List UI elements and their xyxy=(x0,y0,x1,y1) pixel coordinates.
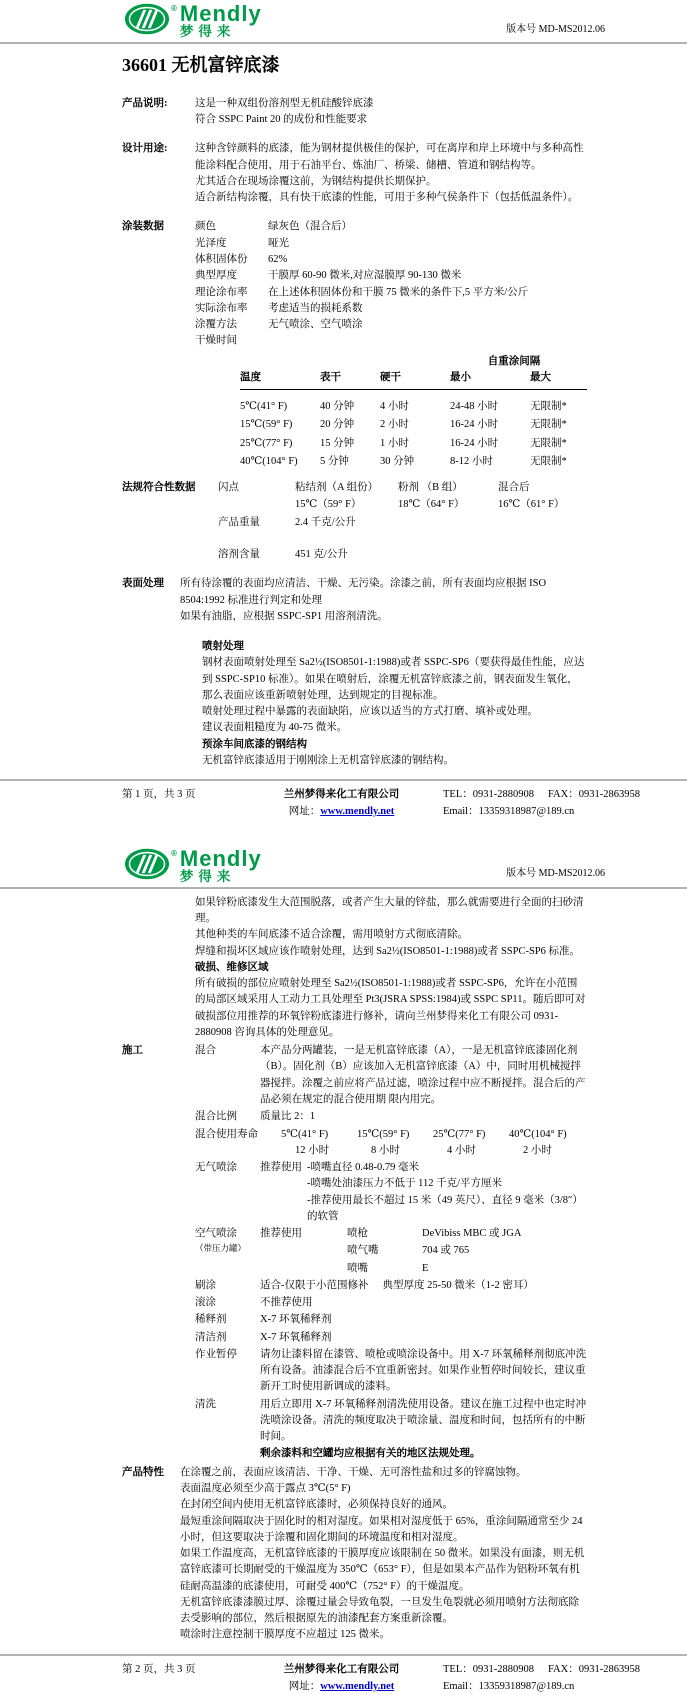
table-cell: 40℃(104° F) xyxy=(240,455,298,467)
pot-life-row xyxy=(195,1127,587,1160)
product-description-section xyxy=(122,96,587,129)
fax-number: FAX：0931-2863958 xyxy=(548,1663,640,1675)
feature-line: 表面温度必须至少高于露点 3℃(5° F) xyxy=(180,1483,351,1495)
field-label: 涂覆方法 xyxy=(195,319,237,331)
flash-col-binder: 粘结剂（A 组份） xyxy=(295,482,379,494)
flash-col-mixed: 混合后 xyxy=(498,482,530,494)
spacer xyxy=(122,515,218,531)
flash-value-binder: 15℃（59° F） xyxy=(295,499,362,511)
spacer xyxy=(498,515,587,531)
feature-line: 在封闭空间内使用无机富锌底漆时，必须保持良好的通风。 xyxy=(180,1499,453,1511)
page2-footer xyxy=(0,1656,687,1695)
mix-ratio-row xyxy=(195,1109,587,1125)
pot-temp: 5℃(41° F) xyxy=(281,1128,329,1140)
roller-value: 不推荐使用 xyxy=(260,1297,313,1309)
thinner-row xyxy=(195,1312,587,1328)
website-link[interactable]: www.mendly.net xyxy=(320,1680,395,1692)
design-use-label: 设计用途: xyxy=(122,143,168,155)
table-cell: 16-24 小时 xyxy=(450,437,499,449)
surface-treatment-section xyxy=(122,576,587,769)
product-weight-label: 产品重量 xyxy=(218,516,260,528)
mixing-row xyxy=(195,1043,587,1108)
table-cell: 无限制* xyxy=(530,455,567,467)
blast-treatment-heading: 喷射处理 xyxy=(202,641,244,653)
product-description-content xyxy=(195,96,587,129)
application-label: 施工 xyxy=(122,1045,143,1057)
field-value: 考虑适当的损耗系数 xyxy=(268,302,363,314)
continued-paragraph: 其他种类的车间底漆不适合涂覆，需用喷射方式彻底清除。 xyxy=(195,929,468,941)
brand-name-cn: 梦得来 xyxy=(179,24,236,39)
field-label: 实际涂布率 xyxy=(195,302,248,314)
footer-contact-block xyxy=(443,1662,661,1695)
spacer xyxy=(122,547,218,563)
feature-line: 如果工作温度高，无机富锌底漆的干膜厚度应该限制在 50 微米。如果没有面漆，则无机富锌底漆可长期耐受的干燥温度为 350℃（653° F），但是如果本产品作为铝粉环氧有机硅耐高温漆的底漆使用，可耐受 400℃（752° F）的干燥温度。 xyxy=(180,1548,585,1592)
airless-spec: -喷嘴直径 0.48-0.79 毫米 xyxy=(307,1162,419,1174)
feature-line: 最短重涂间隔取决于固化时的相对湿度。如果相对湿度低于 65%，重涂间隔通常至少 24 小时，但这要取决于涂覆和固化期间的环境温度和相对湿度。 xyxy=(180,1515,583,1543)
table-cell: 5 分钟 xyxy=(320,455,349,467)
product-features-section xyxy=(122,1465,587,1644)
page2-header xyxy=(0,845,687,887)
blast-paragraph: 建议表面粗糙度为 40-75 微米。 xyxy=(202,722,348,734)
field-value: 62% xyxy=(268,254,288,266)
mixing-paragraph: 本产品分两罐装，一是无机富锌底漆（A），一是无机富锌底漆固化剂（B）。固化剂（B）应该加入无机富锌底漆（A）中，同时用机械搅拌器搅拌。涂覆之前应将产品过滤，喷涂过程中应不断搅拌。混合后的产品必须在规定的混合使用期 限内用完。 xyxy=(260,1045,586,1105)
table-cell: 20 分钟 xyxy=(320,419,355,431)
spacer xyxy=(380,354,450,370)
description-line: 符合 SSPC Paint 20 的成份和性能要求 xyxy=(195,114,368,126)
field-label: 体积固体份 xyxy=(195,254,248,266)
header-rule xyxy=(0,887,687,889)
registered-trademark-icon: ® xyxy=(171,848,177,858)
thinner-value: X-7 环氧稀释剂 xyxy=(260,1314,332,1326)
brand-name-en: Mendly xyxy=(179,845,262,871)
roller-label: 滚涂 xyxy=(195,1297,216,1309)
website-label: 网址： xyxy=(288,805,321,817)
airless-spray-label: 无气喷涂 xyxy=(195,1162,237,1174)
work-stoppage-paragraph: 请勿让漆料留在漆管、喷枪或喷涂设备中。用 X-7 环氧稀释剂彻底冲洗所有设备。油漆混合后不宜重新密封。如果作业暂停时间较长，建议重新开工时使用新调成的漆料。 xyxy=(260,1348,587,1393)
table-cell: 30 分钟 xyxy=(380,455,415,467)
email-line: Email：13359318987@189.cn xyxy=(443,805,575,817)
document-title: 36601 无机富锌底漆 xyxy=(122,55,280,75)
col-header-temperature: 温度 xyxy=(240,371,261,383)
regulatory-data-label: 法规符合性数据 xyxy=(122,482,196,494)
surface-paragraph: 所有待涂覆的表面均应清洁、干燥、无污染。涂漆之前，所有表面均应根据 ISO 8504:1992 标准进行判定和处理 xyxy=(180,578,547,606)
pot-life-hours xyxy=(281,1143,585,1159)
spacer xyxy=(240,354,320,370)
cleanup-paragraph: 用后立即用 X-7 环氧稀释剂清洗使用设备。建议在施工过程中也定时冲洗喷涂设备。清洗的频度取决于喷涂量、温度和时间，包括所有的中断时间。 xyxy=(260,1398,587,1443)
company-name: 兰州梦得来化工有限公司 xyxy=(283,789,400,801)
air-cap-label: 喷气嘴 xyxy=(347,1245,379,1257)
website-line xyxy=(240,804,443,821)
flash-col-powder: 粉剂 （B 组） xyxy=(398,482,463,494)
drying-time-table xyxy=(240,354,587,471)
coating-data-content xyxy=(195,219,587,349)
continued-paragraph: 如果锌粉底漆发生大范围脱落，或者产生大量的锌盐，那么就需要进行全面的扫砂清理。 xyxy=(195,896,584,925)
coating-data-row xyxy=(195,301,587,317)
mix-ratio-value: 质量比 2：1 xyxy=(260,1111,316,1123)
pot-hours: 8 小时 xyxy=(371,1144,400,1156)
brand-wordmark xyxy=(179,1,262,39)
col-header-touch-dry: 表干 xyxy=(320,371,341,383)
spacer xyxy=(398,547,498,563)
field-value: 哑光 xyxy=(268,237,289,249)
application-section xyxy=(122,1043,587,1463)
mixing-label: 混合 xyxy=(195,1045,216,1057)
spacer xyxy=(218,497,295,513)
tel-fax-line xyxy=(443,787,661,804)
coating-data-section xyxy=(122,219,587,349)
page-gap xyxy=(0,821,687,845)
nozzle-value: E xyxy=(422,1262,429,1274)
table-row xyxy=(240,454,587,470)
recommended-use-label: 推荐使用 xyxy=(260,1162,302,1174)
coating-data-row xyxy=(195,268,587,284)
surface-paragraph: 如果有油脂，应根据 SSPC-SP1 用溶剂清洗。 xyxy=(180,610,388,622)
version-label: 版本号 MD-MS2012.06 xyxy=(506,868,605,880)
website-label: 网址： xyxy=(288,1680,321,1692)
product-features-label: 产品特性 xyxy=(122,1466,164,1478)
airless-spray-specs xyxy=(307,1160,587,1225)
spray-gun-value: DeVibiss MBC 或 JGA xyxy=(422,1228,522,1240)
table-cell: 2 小时 xyxy=(380,419,409,431)
mendly-logo xyxy=(124,3,262,39)
feature-line: 在涂覆之前，表面应该清洁、干净、干燥、无可溶性盐和过多的锌腐蚀物。 xyxy=(180,1466,527,1478)
field-value: 无气喷涂、空气喷涂 xyxy=(268,319,363,331)
table-cell: 15 分钟 xyxy=(320,437,355,449)
company-name: 兰州梦得来化工有限公司 xyxy=(283,1663,400,1675)
page-2 xyxy=(0,845,687,1695)
airless-spec: -喷嘴处油漆压力不低于 112 千克/平方厘米 xyxy=(307,1178,503,1190)
pot-temp: 15℃(59° F) xyxy=(357,1128,410,1140)
pot-life-temps xyxy=(281,1127,585,1143)
design-use-section xyxy=(122,141,587,206)
brush-label: 刷涂 xyxy=(195,1279,216,1291)
regulatory-data-section xyxy=(122,480,587,563)
website-link[interactable]: www.mendly.net xyxy=(320,805,395,817)
spacer xyxy=(295,532,398,546)
field-label: 理论涂布率 xyxy=(195,286,248,298)
table-row xyxy=(240,399,587,415)
shop-primer-continued xyxy=(195,895,587,1041)
page1-header xyxy=(0,0,687,42)
brush-thickness-note: 典型厚度 25-50 微米（1-2 密耳） xyxy=(382,1279,534,1291)
pot-hours: 12 小时 xyxy=(295,1144,330,1156)
application-content xyxy=(195,1043,587,1463)
table-cell: 4 小时 xyxy=(380,401,409,413)
tel-number: TEL：0931-2880908 xyxy=(443,1663,534,1675)
table-header-row xyxy=(240,370,587,390)
website-line xyxy=(240,1679,443,1695)
table-cell: 5℃(41° F) xyxy=(240,401,288,413)
brand-name-cn: 梦得来 xyxy=(179,868,236,884)
coating-data-row xyxy=(195,236,587,252)
page-number-info: 第 2 页，共 3 页 xyxy=(122,1663,196,1675)
table-span-header-row xyxy=(240,354,587,370)
solvent-content-label: 溶剂含量 xyxy=(218,549,260,560)
surface-treatment-content xyxy=(180,576,587,769)
mendly-logo-icon xyxy=(124,848,170,880)
shop-primer-heading: 预涂车间底漆的钢结构 xyxy=(202,738,307,750)
flash-value-powder: 18℃（64° F） xyxy=(398,499,465,511)
field-label: 颜色 xyxy=(195,221,216,233)
airless-spray-row xyxy=(195,1160,587,1225)
airless-spec: -推荐使用最长不超过 15 米（49 英尺）、直径 9 毫米（3/8″）的软管 xyxy=(307,1194,583,1222)
pot-life-table xyxy=(281,1127,585,1160)
coating-data-row xyxy=(195,252,587,268)
spacer xyxy=(398,532,498,546)
product-weight-value: 2.4 千克/公升 xyxy=(295,516,356,528)
product-features-content xyxy=(180,1465,587,1644)
col-header-hard-dry: 硬干 xyxy=(380,371,401,383)
table-cell: 40 分钟 xyxy=(320,401,355,413)
continued-paragraph: 焊缝和损坏区域应该作喷射处理，达到 Sa2½(ISO8501-1:1988)或者 SSPC-SP6 标准。 xyxy=(195,945,581,957)
table-row xyxy=(240,436,587,452)
pot-life-label: 混合使用寿命 xyxy=(195,1128,258,1140)
blast-paragraph: 喷射处理过程中暴露的表面缺陷，应该以适当的方式打磨、填补或处理。 xyxy=(202,706,538,718)
coating-data-label: 涂装数据 xyxy=(122,221,164,233)
tel-fax-line xyxy=(443,1662,661,1679)
feature-line: 喷涂时注意控制干膜厚度不应超过 125 微米。 xyxy=(180,1629,390,1641)
field-value: 在上述体积固体份和干膜 75 微米的条件下,5 平方米/公斤 xyxy=(268,286,529,298)
field-label: 干燥时间 xyxy=(195,335,237,347)
table-cell: 1 小时 xyxy=(380,437,409,449)
spacer xyxy=(398,515,498,531)
coating-data-row xyxy=(195,219,587,235)
spacer xyxy=(498,547,587,563)
spacer xyxy=(122,532,218,546)
col-header-min: 最小 xyxy=(450,371,471,383)
page-1 xyxy=(0,0,687,821)
overcoat-interval-header: 自重涂间隔 xyxy=(487,355,541,367)
work-stoppage-row xyxy=(195,1347,587,1396)
use-line: 这种含锌颜料的底漆，能为钢材提供极佳的保护，可在离岸和岸上环境中与多种高性能涂料配合使用，用于石油平台、炼油厂、桥梁、储槽、管道和钢结构等。 xyxy=(195,143,584,171)
table-cell: 无限制* xyxy=(530,437,567,449)
table-cell: 15℃(59° F) xyxy=(240,419,293,431)
cleanup-paragraph-bold: 剩余漆料和空罐均应根据有关的地区法规处理。 xyxy=(260,1447,481,1459)
field-label: 光泽度 xyxy=(195,237,227,249)
surface-treatment-label: 表面处理 xyxy=(122,578,164,590)
page-number-info: 第 1 页，共 3 页 xyxy=(122,789,196,801)
version-label: 版本号 MD-MS2012.06 xyxy=(506,23,605,35)
table-cell: 8-12 小时 xyxy=(450,455,493,467)
brand-wordmark xyxy=(179,845,262,884)
pot-hours: 4 小时 xyxy=(447,1144,476,1156)
spray-gun-label: 喷枪 xyxy=(347,1228,368,1240)
fax-number: FAX：0931-2863958 xyxy=(548,789,640,801)
spacer xyxy=(218,532,295,546)
cleanup-label: 清洗 xyxy=(195,1398,216,1410)
brush-row xyxy=(195,1278,587,1294)
use-line: 尤其适合在现场涂覆这前，为钢结构提供长期保护。 xyxy=(195,175,437,187)
table-cell: 16-24 小时 xyxy=(450,419,499,431)
spacer xyxy=(320,354,380,370)
header-rule xyxy=(0,42,687,44)
air-cap-value: 704 或 765 xyxy=(422,1245,470,1257)
roller-row xyxy=(195,1295,587,1311)
pot-temp: 40℃(104° F) xyxy=(509,1128,567,1140)
tel-number: TEL：0931-2880908 xyxy=(443,789,534,801)
description-line: 这是一种双组份溶剂型无机硅酸锌底漆 xyxy=(195,97,374,109)
page1-footer xyxy=(0,781,687,821)
pressure-pot-note: （带压力罐） xyxy=(195,1243,247,1254)
mendly-logo xyxy=(124,845,262,884)
table-cell: 无限制* xyxy=(530,419,567,431)
coating-data-row xyxy=(195,333,587,349)
flash-value-mixed: 16℃（61° F） xyxy=(498,499,565,511)
recommended-use-label: 推荐使用 xyxy=(260,1228,302,1240)
table-cell: 无限制* xyxy=(530,401,567,413)
work-stoppage-label: 作业暂停 xyxy=(195,1348,237,1360)
cleanup-content xyxy=(260,1397,587,1462)
footer-contact-block xyxy=(443,787,661,821)
field-value: 绿灰色（混合后） xyxy=(268,221,352,233)
air-spray-label: 空气喷涂 xyxy=(195,1228,237,1240)
pot-hours: 2 小时 xyxy=(523,1144,552,1156)
table-cell: 25℃(77° F) xyxy=(240,437,293,449)
use-line: 适合新结构涂覆，具有快干底漆的性能，可用于多种气侯条件下（包括低温条件）。 xyxy=(195,192,579,204)
coating-data-row xyxy=(195,285,587,301)
col-header-max: 最大 xyxy=(530,371,551,383)
damage-repair-heading: 破损、维修区域 xyxy=(195,961,269,973)
coating-data-row xyxy=(195,317,587,333)
pot-temp: 25℃(77° F) xyxy=(433,1128,486,1140)
mendly-logo-icon xyxy=(124,3,170,35)
spacer xyxy=(122,497,218,513)
blast-treatment-block xyxy=(202,639,587,769)
spacer xyxy=(180,625,587,639)
flash-point-label: 闪点 xyxy=(218,482,239,494)
registered-trademark-icon: ® xyxy=(171,4,177,13)
table-row xyxy=(240,417,587,433)
product-description-label: 产品说明: xyxy=(122,97,168,109)
shop-primer-paragraph: 无机富锌底漆适用于刚刚涂上无机富锌底漆的钢结构。 xyxy=(202,754,454,766)
cleanup-row xyxy=(195,1397,587,1462)
brand-name-en: Mendly xyxy=(179,1,262,26)
footer-company-block xyxy=(240,1662,443,1695)
cleaner-row xyxy=(195,1330,587,1346)
field-value: 干膜厚 60-90 微米,对应湿膜厚 90-130 微米 xyxy=(268,270,462,282)
footer-company-block xyxy=(240,787,443,821)
brush-value: 适合-仅限于小范围修补 xyxy=(260,1279,369,1291)
feature-line: 无机富锌底漆漆膜过厚、涂覆过量会导致龟裂，一旦发生龟裂就必须用喷射方法彻底除去受影响的部位，然后根据原先的油漆配套方案重新涂覆。 xyxy=(180,1596,579,1625)
spacer xyxy=(498,532,587,546)
solvent-content-value: 451 克/公升 xyxy=(295,549,348,560)
air-spray-row xyxy=(195,1226,587,1277)
nozzle-label: 喷嘴 xyxy=(347,1262,368,1274)
design-use-content xyxy=(195,141,587,206)
damage-repair-paragraph: 所有破损的部位应喷射处理至 Sa2½(ISO8501-1:1988)或者 SSPC-SP6，允许在小范围的局部区域采用人工动力工具处理至 Pt3(JSRA SPSS:1984)或 SSPC SP11。随后即可对破损部位用推荐的环氧锌粉底漆进行修补，请向兰州梦得来化工有限公司 0931-2880908 咨询具体的处理意见。 xyxy=(195,978,586,1038)
air-spray-specs xyxy=(347,1226,587,1277)
air-spray-label-block xyxy=(195,1226,260,1255)
blast-paragraph: 钢材表面喷射处理至 Sa2½(ISO8501-1:1988)或者 SSPC-SP6（要获得最佳性能，应达到 SSPC-SP10 标准）。如果在喷射后，涂覆无机富锌底漆之前，钢表面发生氧化，那么表面应该重新喷射处理，达到规定的目视标准。 xyxy=(202,657,585,701)
thinner-label: 稀释剂 xyxy=(195,1314,227,1326)
cleaner-label: 清洁剂 xyxy=(195,1331,227,1343)
field-label: 典型厚度 xyxy=(195,270,237,282)
cleaner-value: X-7 环氧稀释剂 xyxy=(260,1331,332,1343)
mix-ratio-label: 混合比例 xyxy=(195,1111,237,1123)
table-cell: 24-48 小时 xyxy=(450,401,499,413)
email-line: Email：13359318987@189.cn xyxy=(443,1680,575,1692)
